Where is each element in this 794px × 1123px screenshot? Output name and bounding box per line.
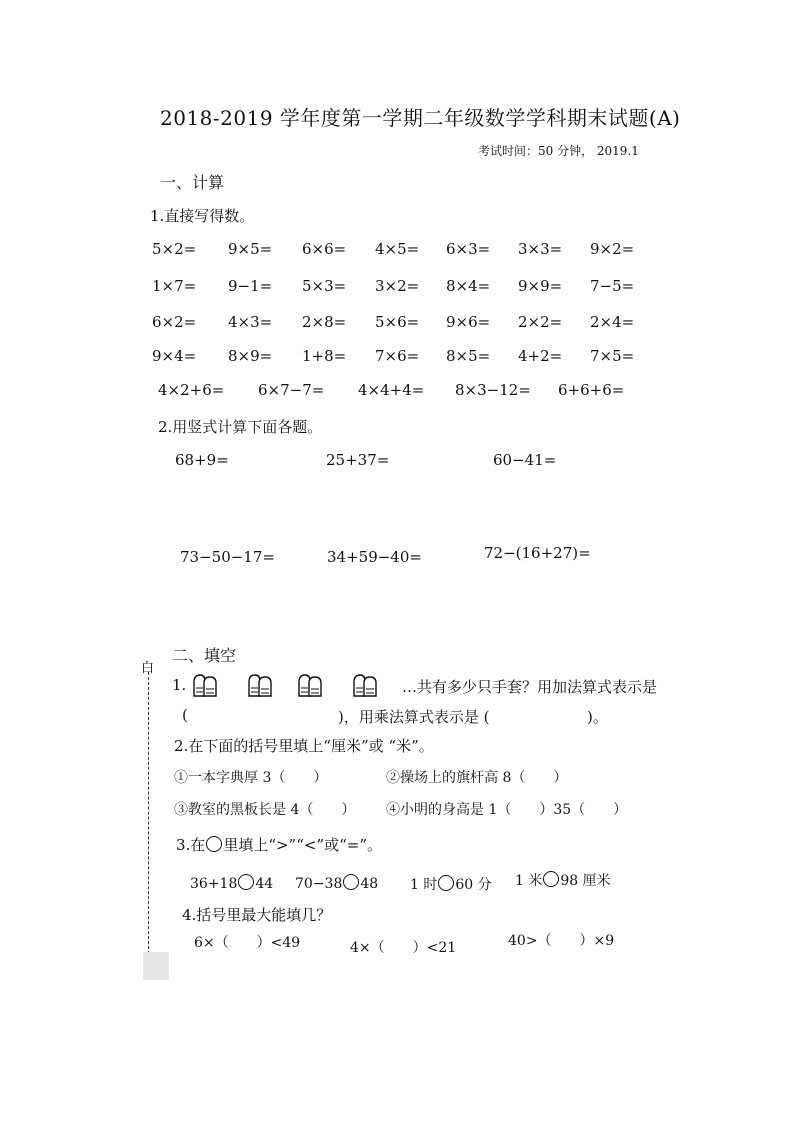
problem-cell: 4×3= (228, 313, 273, 331)
problem-cell: 9×4= (152, 347, 197, 365)
problem-cell: 3×2= (375, 277, 420, 295)
problem-cell: 73−50−17= (180, 548, 275, 566)
mittens-icon (295, 670, 325, 700)
q2-label: 2.用竖式计算下面各题。 (158, 418, 323, 436)
problem-cell: 9×5= (228, 240, 273, 258)
circle-blank-icon (438, 875, 454, 891)
q1-label: 1.直接写得数。 (150, 207, 255, 225)
binding-dash-line (148, 672, 149, 964)
compare-left: 1 米 (515, 873, 543, 889)
fill-q3-suffix: 里填上“>”“<”或“=”。 (223, 836, 383, 854)
section1-heading: 一、计算 (160, 173, 225, 192)
problem-cell: 5×6= (375, 313, 420, 331)
problem-cell: 1+8= (302, 347, 347, 365)
problem-cell: 2×4= (590, 313, 635, 331)
problem-cell: 6×7−7= (258, 381, 325, 399)
problem-cell: 9×6= (446, 313, 491, 331)
circle-blank-icon (343, 874, 359, 890)
problem-cell: 6×6= (302, 240, 347, 258)
problem-cell: 8×9= (228, 347, 273, 365)
problem-cell: 6×2= (152, 313, 197, 331)
fill-q4-item: 40>（ ）×9 (508, 933, 615, 949)
fill-q2-item: ②操场上的旗杆高 8（ ） (386, 770, 568, 786)
compare-left: 36+18 (190, 876, 238, 892)
problem-cell: 2×2= (518, 313, 563, 331)
fill-q1-text: …共有多少只手套？用加法算式表示是 (402, 678, 658, 696)
compare-right: 44 (255, 876, 274, 892)
compare-left: 1 时 (410, 877, 438, 893)
margin-char: 白 (141, 661, 155, 676)
problem-cell: 6×3= (446, 240, 491, 258)
mittens-icon (350, 670, 380, 700)
fill-q2-item: ①一本字典厚 3（ ） (174, 770, 328, 786)
fill-q3-label (176, 834, 382, 855)
section2-heading: 二、填空 (172, 646, 237, 665)
problem-cell: 7×6= (375, 347, 420, 365)
compare-item (295, 874, 378, 892)
problem-cell: 8×5= (446, 347, 491, 365)
problem-cell: 6+6+6= (558, 381, 625, 399)
compare-right: 98 厘米 (560, 873, 611, 889)
fill-q1-close: )。 (587, 708, 608, 726)
problem-cell: 4×4+4= (358, 381, 425, 399)
fill-q2-item: ③教室的黑板长是 4（ ） (174, 802, 356, 818)
problem-cell: 7×5= (590, 347, 635, 365)
problem-cell: 72−(16+27)= (484, 544, 591, 562)
problem-cell: 68+9= (175, 451, 229, 469)
fill-q4-item: 6×（ ）<49 (194, 935, 301, 951)
fill-q4-label: 4.括号里最大能填几？ (182, 906, 332, 924)
problem-cell: 34+59−40= (327, 548, 422, 566)
problem-cell: 9−1= (228, 277, 273, 295)
mittens-icon (245, 670, 275, 700)
problem-cell: 4+2= (518, 347, 563, 365)
circle-blank-icon (543, 871, 559, 887)
fill-q1-mid: )，用乘法算式表示是 ( (338, 708, 490, 726)
compare-item (410, 874, 492, 894)
problem-cell: 3×3= (518, 240, 563, 258)
fill-q1-open: ( (182, 706, 188, 724)
problem-cell: 9×9= (518, 277, 563, 295)
fill-q3-prefix: 3.在 (176, 836, 206, 854)
compare-item (190, 874, 273, 892)
problem-cell: 7−5= (590, 277, 635, 295)
problem-cell: 9×2= (590, 240, 635, 258)
circle-blank-icon (238, 874, 254, 890)
problem-cell: 25+37= (326, 451, 390, 469)
problem-cell: 1×7= (152, 277, 197, 295)
compare-left: 70−38 (295, 876, 343, 892)
problem-cell: 4×2+6= (158, 381, 225, 399)
problem-cell: 4×5= (375, 240, 420, 258)
page-title: 2018-2019 学年度第一学期二年级数学学科期末试题(A) (160, 106, 681, 130)
fill-q1-number: 1. (172, 676, 187, 694)
problem-cell: 5×2= (152, 240, 197, 258)
exam-info: 考试时间：50 分钟， 2019.1 (478, 144, 639, 158)
circle-blank-icon (206, 836, 222, 852)
fill-q2-item: ④小明的身高是 1（ ）35（ ） (386, 802, 628, 818)
compare-right: 48 (360, 876, 379, 892)
problem-cell: 8×3−12= (455, 381, 531, 399)
problem-cell: 60−41= (493, 451, 557, 469)
problem-cell: 5×3= (302, 277, 347, 295)
fill-q4-item: 4×（ ）<21 (350, 940, 457, 956)
compare-item (515, 870, 611, 890)
margin-scrap (143, 952, 169, 980)
problem-cell: 8×4= (446, 277, 491, 295)
compare-right: 60 分 (455, 877, 492, 893)
mittens-icon (190, 670, 220, 700)
fill-q2-label: 2.在下面的括号里填上“厘米”或 “米”。 (174, 737, 434, 755)
problem-cell: 2×8= (302, 313, 347, 331)
